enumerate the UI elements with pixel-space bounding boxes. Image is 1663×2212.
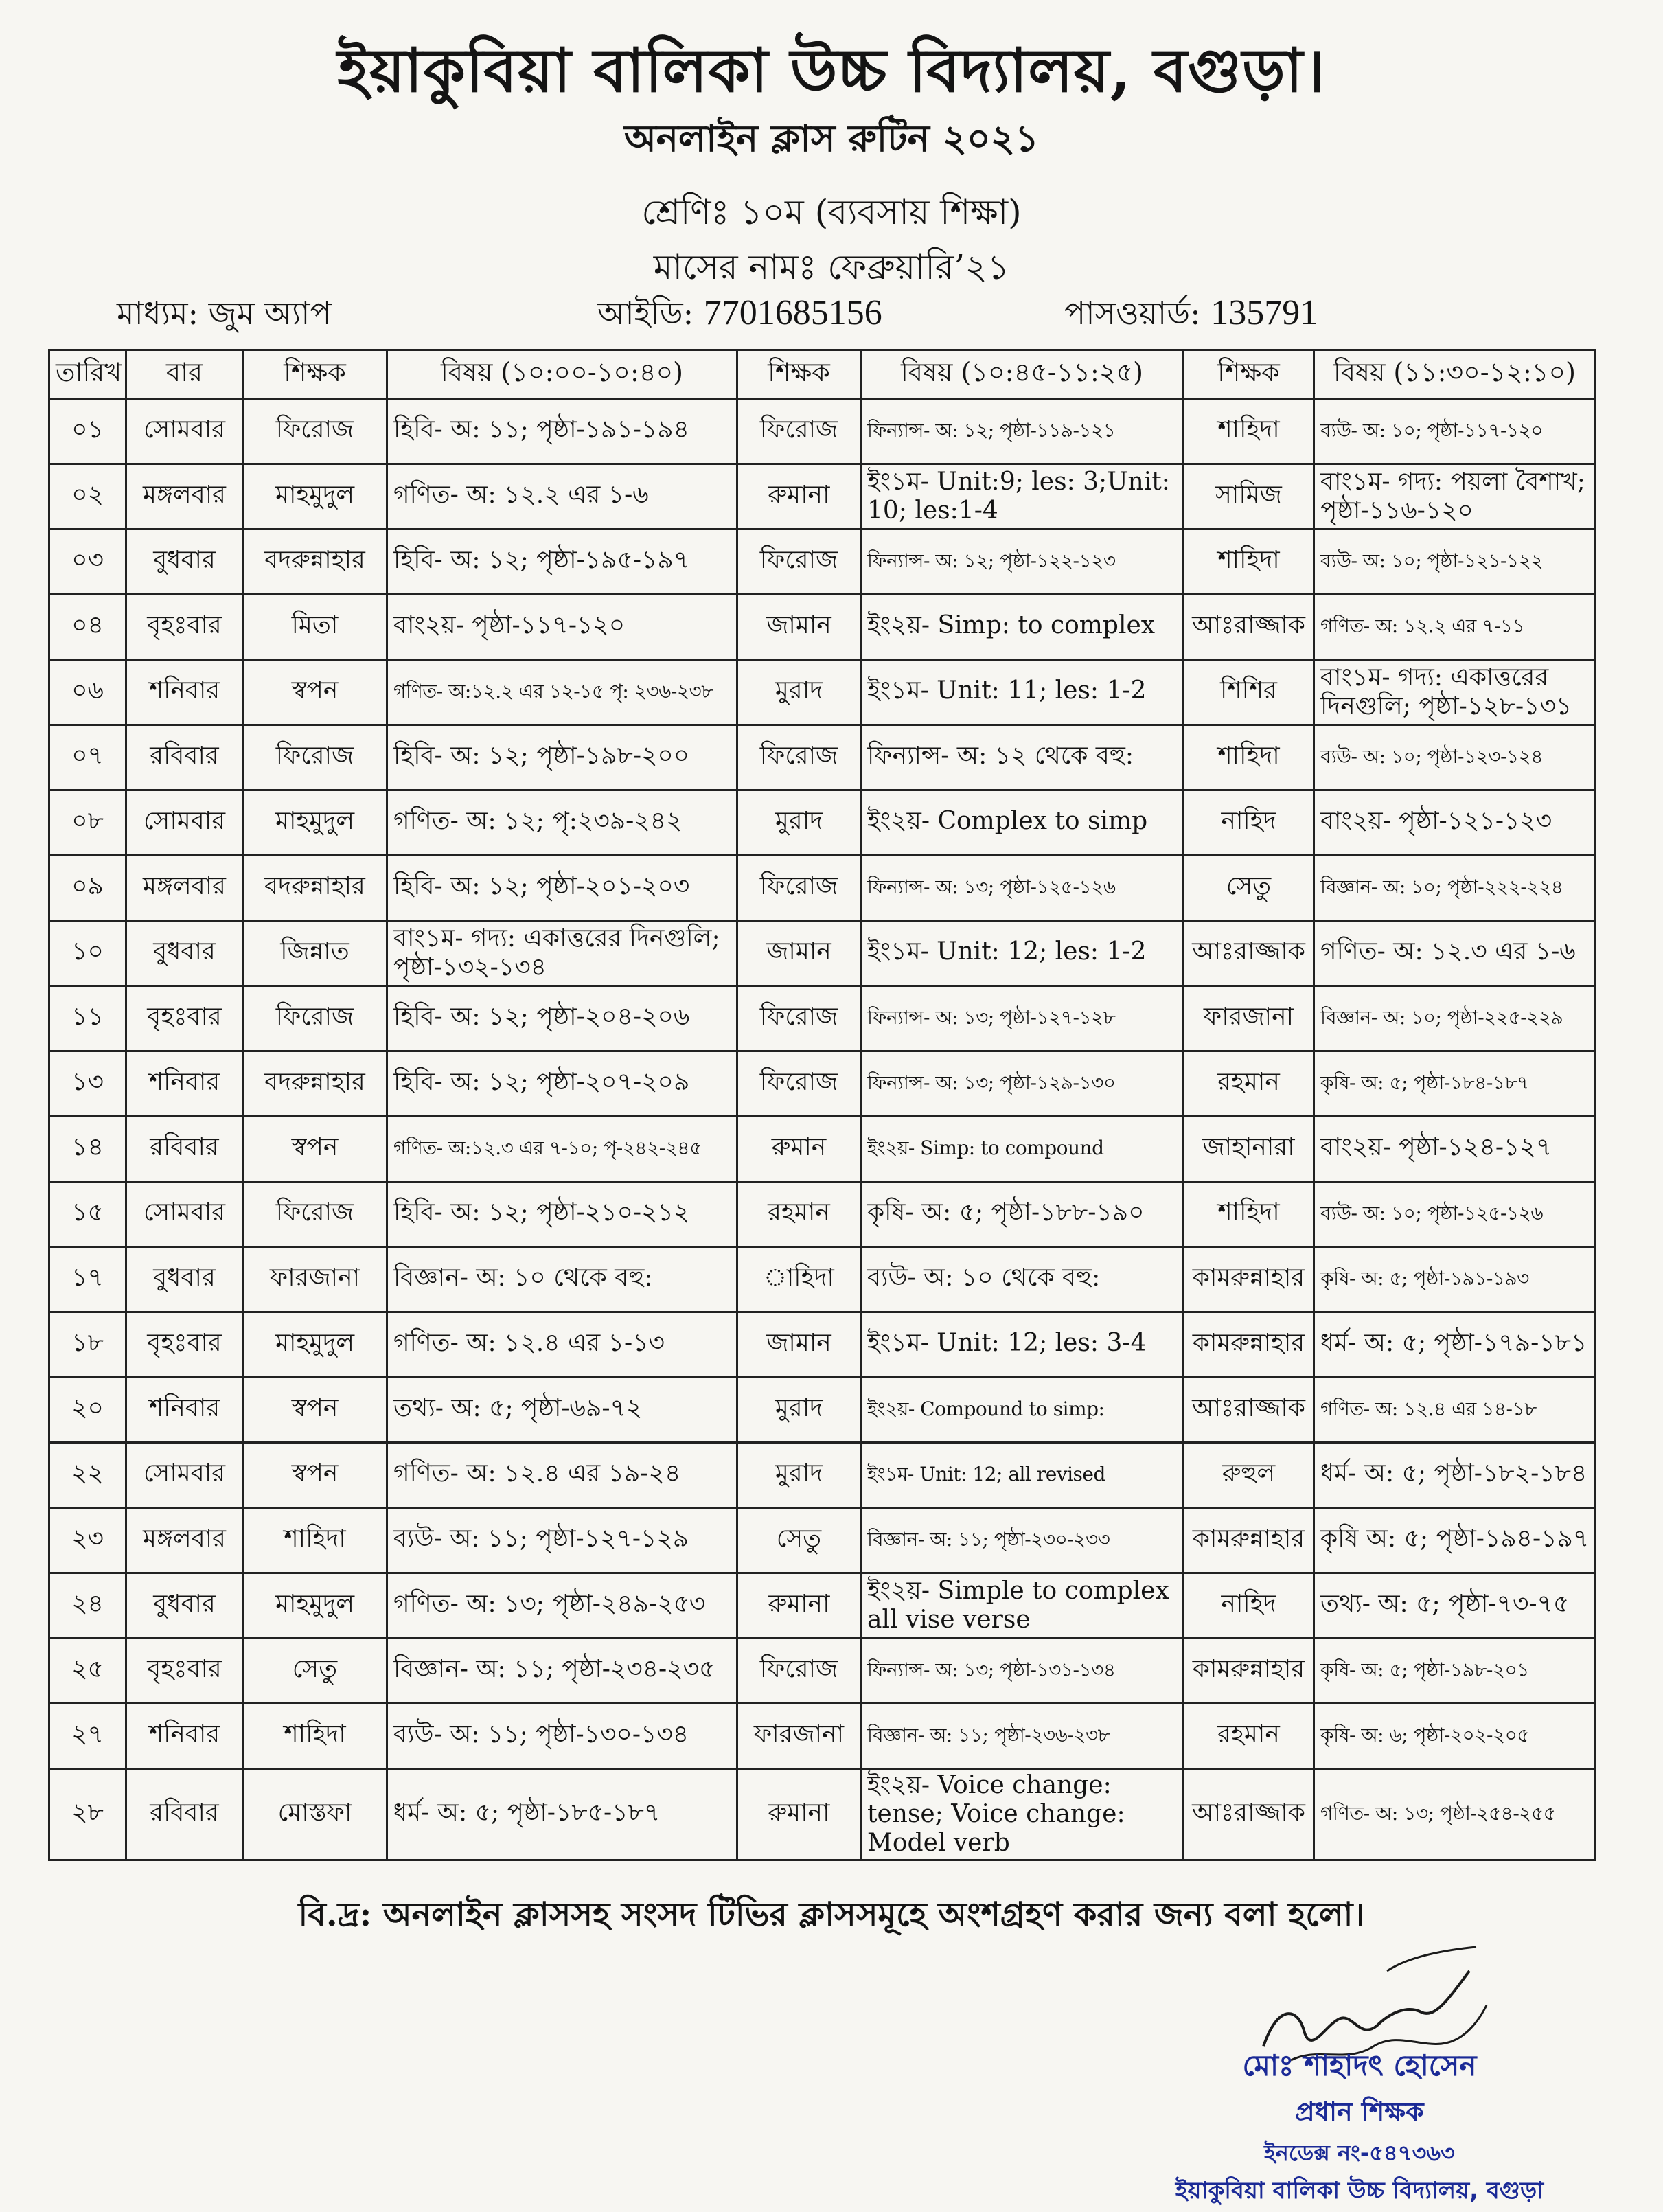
table-row [49,1051,1596,1117]
teacher-2-cell: ফিরোজ [737,1051,861,1117]
subject-3-cell: ধর্ম- অ: ৫; পৃষ্ঠা-১৮২-১৮৪ [1314,1443,1596,1508]
day-cell: মঙ্গলবার [126,1508,243,1573]
meeting-password-label: পাসওয়ার্ড: [1064,295,1201,332]
teacher-2-cell: রুমানা [737,1573,861,1639]
date-cell: ১৪ [49,1117,126,1182]
subject-3-cell: ব্যউ- অ: ১০; পৃষ্ঠা-১২১-১২২ [1314,529,1596,595]
subject-1-cell: হিবি- অ: ১২; পৃষ্ঠা-২০৭-২০৯ [387,1051,737,1117]
teacher-1-cell: শাহিদা [243,1704,387,1769]
teacher-3-cell: নাহিদ [1184,790,1314,856]
teacher-1-cell: মাহমুদুল [243,1312,387,1378]
teacher-1-cell: ফারজানা [243,1247,387,1312]
table-row [49,1769,1596,1860]
day-cell: শনিবার [126,1704,243,1769]
subject-1-cell: হিবি- অ: ১২; পৃষ্ঠা-১৯৫-১৯৭ [387,529,737,595]
subject-1-cell: হিবি- অ: ১১; পৃষ্ঠা-১৯১-১৯৪ [387,399,737,464]
stamp-name: মোঃ শাহাদৎ হোসেন [1242,2049,1477,2082]
meeting-id-value: 7701685156 [703,293,882,332]
teacher-3-cell: সামিজ [1184,464,1314,529]
date-cell: ২৭ [49,1704,126,1769]
teacher-3-cell: শাহিদা [1184,529,1314,595]
header-teacher-3: শিক্ষক [1184,350,1314,399]
subject-1-cell: হিবি- অ: ১২; পৃষ্ঠা-১৯৮-২০০ [387,725,737,790]
day-cell: রবিবার [126,1769,243,1860]
meeting-id [597,290,882,342]
table-row [49,790,1596,856]
subject-3-cell: বিজ্ঞান- অ: ১০; পৃষ্ঠা-২২২-২২৪ [1314,856,1596,921]
footnote: বি.দ্র: অনলাইন ক্লাসসহ সংসদ টিভির ক্লাসসমূহে অংশগ্রহণ করার জন্য বলা হলো। [298,1895,1365,1934]
subject-2-cell: ব্যউ- অ: ১০ থেকে বহু: [861,1247,1184,1312]
subject-1-cell: গণিত- অ: ১২.২ এর ১-৬ [387,464,737,529]
subject-2-cell: কৃষি- অ: ৫; পৃষ্ঠা-১৮৮-১৯০ [861,1182,1184,1247]
teacher-1-cell: স্বপন [243,660,387,725]
date-cell: ০৮ [49,790,126,856]
teacher-1-cell: স্বপন [243,1117,387,1182]
subject-1-cell: গণিত- অ: ১২.৪ এর ১৯-২৪ [387,1443,737,1508]
teacher-1-cell: ফিরোজ [243,986,387,1051]
teacher-2-cell: সেতু [737,1508,861,1573]
routine-table-body [49,399,1596,1860]
subject-1-cell: বিজ্ঞান- অ: ১১; পৃষ্ঠা-২৩৪-২৩৫ [387,1639,737,1704]
meeting-password [1064,290,1318,342]
day-cell: সোমবার [126,790,243,856]
subject-2-cell: ইং১ম- Unit: 11; les: 1-2 [861,660,1184,725]
day-cell: সোমবার [126,1443,243,1508]
day-cell: মঙ্গলবার [126,464,243,529]
header-date: তারিখ [49,350,126,399]
routine-subtitle: অনলাইন ক্লাস রুটিন ২০২১ [623,116,1040,160]
date-cell: ০৭ [49,725,126,790]
class-label: শ্রেণিঃ ১০ম (ব্যবসায় শিক্ষা) [641,192,1022,232]
day-cell: সোমবার [126,399,243,464]
table-row [49,464,1596,529]
subject-3-cell: বাং২য়- পৃষ্ঠা-১২১-১২৩ [1314,790,1596,856]
subject-2-cell: ফিন্যান্স- অ: ১২; পৃষ্ঠা-১২২-১২৩ [861,529,1184,595]
subject-2-cell: ইং২য়- Simple to complex all vise verse [861,1573,1184,1639]
teacher-2-cell: মুরাদ [737,790,861,856]
teacher-3-cell: সেতু [1184,856,1314,921]
teacher-3-cell: শাহিদা [1184,1182,1314,1247]
subject-2-cell: ইং১ম- Unit:9; les: 3;Unit: 10; les:1-4 [861,464,1184,529]
teacher-1-cell: মাহমুদুল [243,790,387,856]
teacher-3-cell: নাহিদ [1184,1573,1314,1639]
subject-1-cell: বাং১ম- গদ্য: একাত্তরের দিনগুলি; পৃষ্ঠা-১৩২-১৩৪ [387,921,737,986]
table-row [49,1704,1596,1769]
day-cell: বৃহঃবার [126,1639,243,1704]
header-teacher-1: শিক্ষক [243,350,387,399]
subject-3-cell: কৃষি- অ: ৬; পৃষ্ঠা-২০২-২০৫ [1314,1704,1596,1769]
date-cell: ২৫ [49,1639,126,1704]
subject-1-cell: গণিত- অ:১২.২ এর ১২-১৫ পৃ: ২৩৬-২৩৮ [387,660,737,725]
subject-1-cell: গণিত- অ: ১২; পৃ:২৩৯-২৪২ [387,790,737,856]
teacher-2-cell: মুরাদ [737,1378,861,1443]
teacher-3-cell: কামরুন্নাহার [1184,1312,1314,1378]
subject-2-cell: ইং১ম- Unit: 12; all revised [861,1443,1184,1508]
meeting-id-label: আইডি: [597,295,694,332]
teacher-3-cell: কামরুন্নাহার [1184,1508,1314,1573]
subject-1-cell: গণিত- অ: ১২.৪ এর ১-১৩ [387,1312,737,1378]
subject-3-cell: ব্যউ- অ: ১০; পৃষ্ঠা-১২৩-১২৪ [1314,725,1596,790]
table-row [49,1443,1596,1508]
teacher-2-cell: মুরাদ [737,660,861,725]
date-cell: ০১ [49,399,126,464]
subject-3-cell: বাং২য়- পৃষ্ঠা-১২৪-১২৭ [1314,1117,1596,1182]
header-day: বার [126,350,243,399]
subject-1-cell: তথ্য- অ: ৫; পৃষ্ঠা-৬৯-৭২ [387,1378,737,1443]
stamp-school: ইয়াকুবিয়া বালিকা উচ্চ বিদ্যালয়, বগুড়া [1175,2177,1544,2204]
teacher-3-cell: শিশির [1184,660,1314,725]
subject-2-cell: ইং২য়- Simp: to compound [861,1117,1184,1182]
date-cell: ১৭ [49,1247,126,1312]
subject-1-cell: হিবি- অ: ১২; পৃষ্ঠা-২০৪-২০৬ [387,986,737,1051]
subject-3-cell: গণিত- অ: ১২.২ এর ৭-১১ [1314,595,1596,660]
subject-2-cell: ইং২য়- Voice change: tense; Voice change: Model verb [861,1769,1184,1860]
teacher-1-cell: সেতু [243,1639,387,1704]
table-row [49,1573,1596,1639]
day-cell: শনিবার [126,660,243,725]
subject-2-cell: ইং১ম- Unit: 12; les: 1-2 [861,921,1184,986]
table-row [49,1182,1596,1247]
subject-3-cell: কৃষি অ: ৫; পৃষ্ঠা-১৯৪-১৯৭ [1314,1508,1596,1573]
header-teacher-2: শিক্ষক [737,350,861,399]
date-cell: ১৮ [49,1312,126,1378]
teacher-2-cell: রুমানা [737,464,861,529]
table-row [49,1378,1596,1443]
date-cell: ০৯ [49,856,126,921]
subject-1-cell: বাং২য়- পৃষ্ঠা-১১৭-১২০ [387,595,737,660]
subject-3-cell: ব্যউ- অ: ১০; পৃষ্ঠা-১২৫-১২৬ [1314,1182,1596,1247]
teacher-3-cell: ফারজানা [1184,986,1314,1051]
teacher-2-cell: ফিরোজ [737,1639,861,1704]
header-subject-2: বিষয় (১০:৪৫-১১:২৫) [861,350,1184,399]
date-cell: ০৪ [49,595,126,660]
subject-3-cell: গণিত- অ: ১২.৩ এর ১-৬ [1314,921,1596,986]
teacher-1-cell: মাহমুদুল [243,464,387,529]
subject-3-cell: বাং১ম- গদ্য: পয়লা বৈশাখ; পৃষ্ঠা-১১৬-১২০ [1314,464,1596,529]
subject-2-cell: বিজ্ঞান- অ: ১১; পৃষ্ঠা-২৩০-২৩৩ [861,1508,1184,1573]
teacher-3-cell: রহমান [1184,1704,1314,1769]
subject-2-cell: ফিন্যান্স- অ: ১৩; পৃষ্ঠা-১২৯-১৩০ [861,1051,1184,1117]
date-cell: ২৮ [49,1769,126,1860]
day-cell: বৃহঃবার [126,1312,243,1378]
table-row [49,660,1596,725]
teacher-2-cell: াহিদা [737,1247,861,1312]
day-cell: বৃহঃবার [126,986,243,1051]
day-cell: রবিবার [126,1117,243,1182]
teacher-2-cell: জামান [737,1312,861,1378]
subject-2-cell: ইং২য়- Complex to simp [861,790,1184,856]
subject-3-cell: বিজ্ঞান- অ: ১০; পৃষ্ঠা-২২৫-২২৯ [1314,986,1596,1051]
teacher-1-cell: স্বপন [243,1378,387,1443]
subject-1-cell: ধর্ম- অ: ৫; পৃষ্ঠা-১৮৫-১৮৭ [387,1769,737,1860]
teacher-2-cell: ফিরোজ [737,529,861,595]
teacher-1-cell: বদরুন্নাহার [243,1051,387,1117]
table-row [49,1639,1596,1704]
routine-table [48,349,1596,1861]
subject-3-cell: কৃষি- অ: ৫; পৃষ্ঠা-১৮৪-১৮৭ [1314,1051,1596,1117]
date-cell: ১৩ [49,1051,126,1117]
subject-3-cell: ব্যউ- অ: ১০; পৃষ্ঠা-১১৭-১২০ [1314,399,1596,464]
date-cell: ০২ [49,464,126,529]
teacher-1-cell: স্বপন [243,1443,387,1508]
day-cell: শনিবার [126,1051,243,1117]
table-row [49,856,1596,921]
table-row [49,921,1596,986]
subject-3-cell: ধর্ম- অ: ৫; পৃষ্ঠা-১৭৯-১৮১ [1314,1312,1596,1378]
teacher-3-cell: আঃরাজ্জাক [1184,595,1314,660]
headmaster-stamp [1167,2043,1552,2212]
school-name: ইয়াকুবিয়া বালিকা উচ্চ বিদ্যালয়, বগুড়া। [337,34,1326,106]
teacher-2-cell: ফিরোজ [737,986,861,1051]
teacher-3-cell: কামরুন্নাহার [1184,1247,1314,1312]
teacher-2-cell: জামান [737,595,861,660]
teacher-1-cell: বদরুন্নাহার [243,529,387,595]
header-subject-1: বিষয় (১০:০০-১০:৪০) [387,350,737,399]
teacher-3-cell: রুহুল [1184,1443,1314,1508]
teacher-2-cell: রুমান [737,1117,861,1182]
subject-3-cell: বাং১ম- গদ্য: একাত্তরের দিনগুলি; পৃষ্ঠা-১২৮-১৩১ [1314,660,1596,725]
date-cell: ১০ [49,921,126,986]
teacher-3-cell: জাহানারা [1184,1117,1314,1182]
teacher-1-cell: বদরুন্নাহার [243,856,387,921]
table-row [49,529,1596,595]
subject-2-cell: ফিন্যান্স- অ: ১৩; পৃষ্ঠা-১৩১-১৩৪ [861,1639,1184,1704]
teacher-2-cell: মুরাদ [737,1443,861,1508]
table-row [49,725,1596,790]
subject-3-cell: গণিত- অ: ১৩; পৃষ্ঠা-২৫৪-২৫৫ [1314,1769,1596,1860]
day-cell: রবিবার [126,725,243,790]
teacher-3-cell: আঃরাজ্জাক [1184,1769,1314,1860]
date-cell: ২৩ [49,1508,126,1573]
subject-2-cell: বিজ্ঞান- অ: ১১; পৃষ্ঠা-২৩৬-২৩৮ [861,1704,1184,1769]
month-label: মাসের নামঃ ফেব্রুয়ারি’২১ [653,247,1010,287]
subject-2-cell: ফিন্যান্স- অ: ১৩; পৃষ্ঠা-১২৭-১২৮ [861,986,1184,1051]
subject-3-cell: তথ্য- অ: ৫; পৃষ্ঠা-৭৩-৭৫ [1314,1573,1596,1639]
teacher-1-cell: মিতা [243,595,387,660]
teacher-3-cell: আঃরাজ্জাক [1184,1378,1314,1443]
day-cell: বুধবার [126,529,243,595]
table-header-row [49,350,1596,399]
stamp-index: ইনডেক্স নং-৫৪৭৩৬৩ [1264,2140,1455,2166]
meeting-password-value: 135791 [1211,293,1318,332]
day-cell: মঙ্গলবার [126,856,243,921]
header-subject-3: বিষয় (১১:৩০-১২:১০) [1314,350,1596,399]
teacher-3-cell: শাহিদা [1184,399,1314,464]
date-cell: ০৩ [49,529,126,595]
teacher-1-cell: জিন্নাত [243,921,387,986]
subject-2-cell: ইং২য়- Simp: to complex [861,595,1184,660]
table-row [49,1312,1596,1378]
teacher-2-cell: রুমানা [737,1769,861,1860]
teacher-2-cell: ফিরোজ [737,856,861,921]
day-cell: বৃহঃবার [126,595,243,660]
teacher-1-cell: ফিরোজ [243,1182,387,1247]
subject-2-cell: ইং২য়- Compound to simp: [861,1378,1184,1443]
day-cell: শনিবার [126,1378,243,1443]
teacher-2-cell: জামান [737,921,861,986]
subject-2-cell: ফিন্যান্স- অ: ১২ থেকে বহু: [861,725,1184,790]
day-cell: বুধবার [126,1247,243,1312]
date-cell: ১১ [49,986,126,1051]
teacher-3-cell: শাহিদা [1184,725,1314,790]
teacher-1-cell: মাহমুদুল [243,1573,387,1639]
teacher-1-cell: মোস্তফা [243,1769,387,1860]
date-cell: ২০ [49,1378,126,1443]
subject-1-cell: হিবি- অ: ১২; পৃষ্ঠা-২০১-২০৩ [387,856,737,921]
teacher-3-cell: রহমান [1184,1051,1314,1117]
subject-3-cell: কৃষি- অ: ৫; পৃষ্ঠা-১৯৮-২০১ [1314,1639,1596,1704]
teacher-1-cell: শাহিদা [243,1508,387,1573]
table-row [49,986,1596,1051]
table-row [49,399,1596,464]
date-cell: ১৫ [49,1182,126,1247]
subject-2-cell: ফিন্যান্স- অ: ১২; পৃষ্ঠা-১১৯-১২১ [861,399,1184,464]
teacher-3-cell: কামরুন্নাহার [1184,1639,1314,1704]
day-cell: সোমবার [126,1182,243,1247]
subject-3-cell: গণিত- অ: ১২.৪ এর ১৪-১৮ [1314,1378,1596,1443]
subject-2-cell: ইং১ম- Unit: 12; les: 3-4 [861,1312,1184,1378]
table-row [49,1247,1596,1312]
table-row [49,1508,1596,1573]
medium-label: মাধ্যম: জুম অ্যাপ [117,295,332,332]
date-cell: ২২ [49,1443,126,1508]
subject-2-cell: ফিন্যান্স- অ: ১৩; পৃষ্ঠা-১২৫-১২৬ [861,856,1184,921]
teacher-3-cell: আঃরাজ্জাক [1184,921,1314,986]
teacher-2-cell: ফিরোজ [737,725,861,790]
stamp-title: প্রধান শিক্ষক [1295,2097,1424,2127]
day-cell: বুধবার [126,1573,243,1639]
table-row [49,595,1596,660]
subject-3-cell: কৃষি- অ: ৫; পৃষ্ঠা-১৯১-১৯৩ [1314,1247,1596,1312]
teacher-1-cell: ফিরোজ [243,725,387,790]
date-cell: ২৪ [49,1573,126,1639]
subject-1-cell: গণিত- অ:১২.৩ এর ৭-১০; পৃ-২৪২-২৪৫ [387,1117,737,1182]
subject-1-cell: ব্যউ- অ: ১১; পৃষ্ঠা-১৩০-১৩৪ [387,1704,737,1769]
teacher-1-cell: ফিরোজ [243,399,387,464]
day-cell: বুধবার [126,921,243,986]
teacher-2-cell: ফিরোজ [737,399,861,464]
subject-1-cell: ব্যউ- অ: ১১; পৃষ্ঠা-১২৭-১২৯ [387,1508,737,1573]
table-row [49,1117,1596,1182]
subject-1-cell: বিজ্ঞান- অ: ১০ থেকে বহু: [387,1247,737,1312]
date-cell: ০৬ [49,660,126,725]
teacher-2-cell: রহমান [737,1182,861,1247]
subject-1-cell: গণিত- অ: ১৩; পৃষ্ঠা-২৪৯-২৫৩ [387,1573,737,1639]
subject-1-cell: হিবি- অ: ১২; পৃষ্ঠা-২১০-২১২ [387,1182,737,1247]
teacher-2-cell: ফারজানা [737,1704,861,1769]
